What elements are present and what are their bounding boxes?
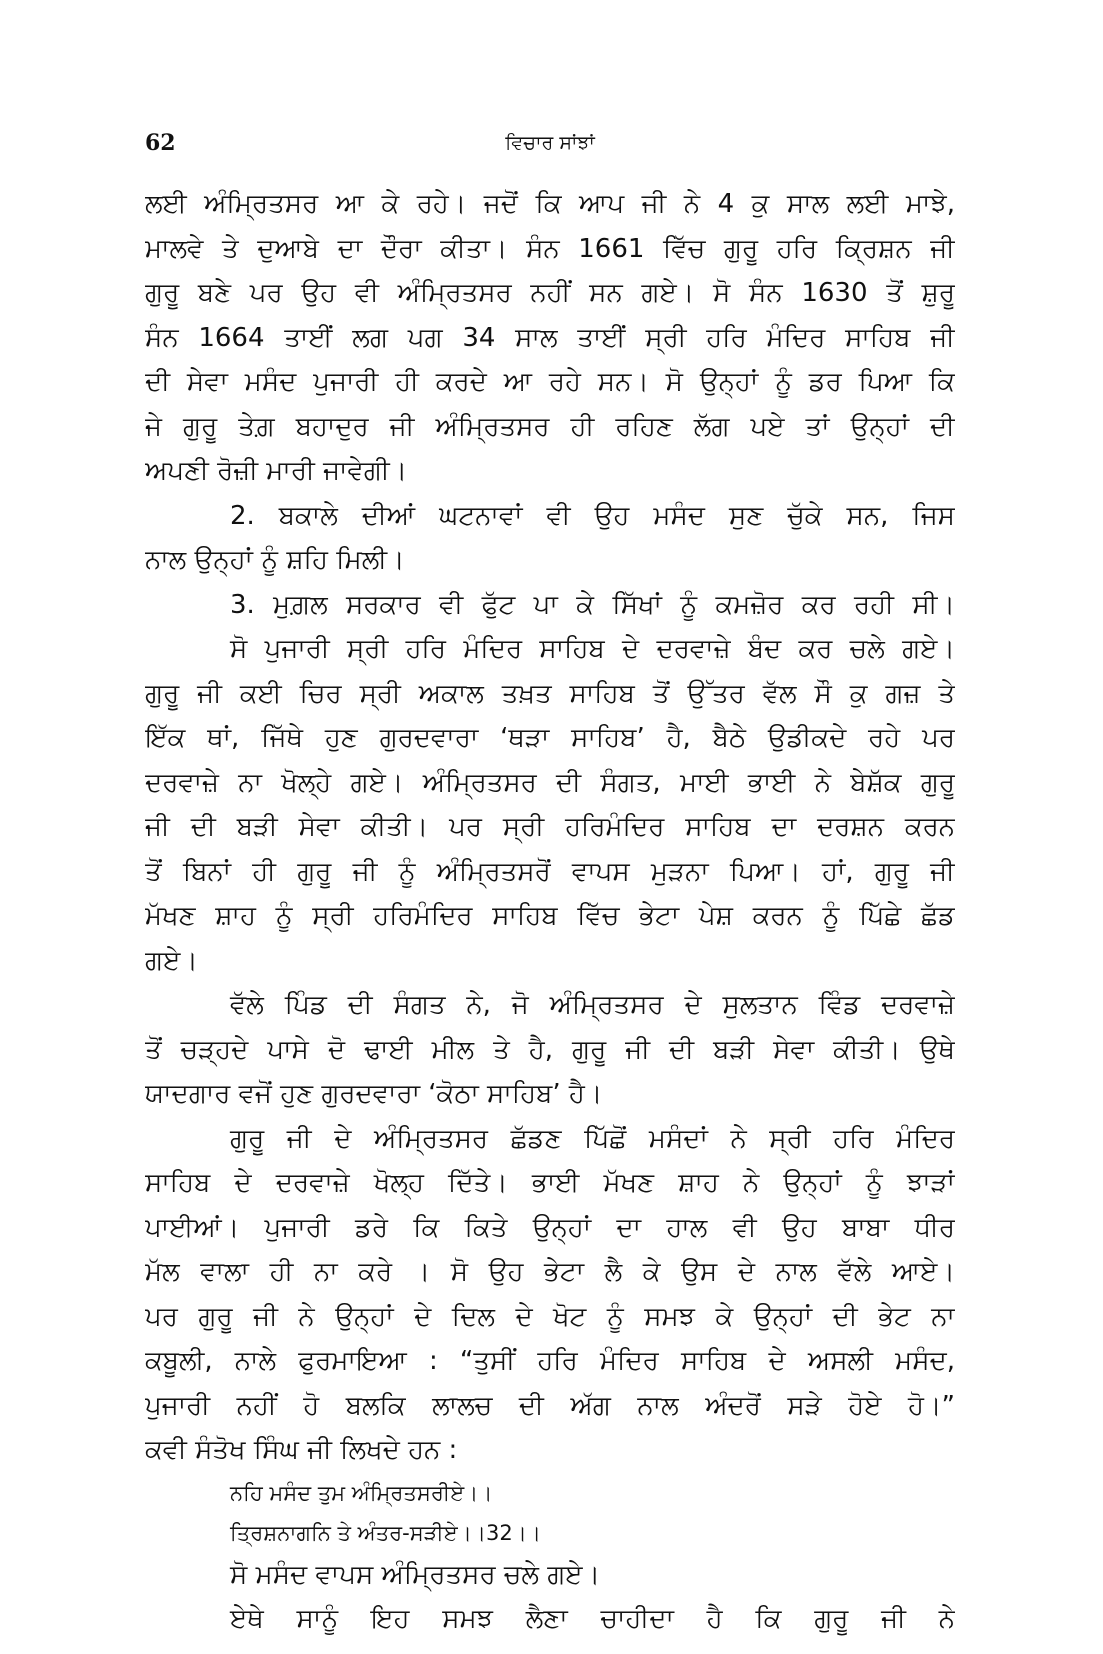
- text-line: ਇੱਕ ਥਾਂ, ਜਿੱਥੇ ਹੁਣ ਗੁਰਦਵਾਰਾ ‘ਥੜਾ ਸਾਹਿਬ’ ਹੈ, ਬੈਠੇ ਉਡੀਕਦੇ ਰਹੇ ਪਰ: [145, 723, 955, 753]
- text-line: ਮੱਖਣ ਸ਼ਾਹ ਨੂੰ ਸ੍ਰੀ ਹਰਿਮੰਦਿਰ ਸਾਹਿਬ ਵਿੱਚ ਭੇਟਾ ਪੇਸ਼ ਕਰਨ ਨੂੰ ਪਿੱਛੇ ਛੱਡ: [145, 901, 955, 931]
- text-line: ਦਰਵਾਜ਼ੇ ਨਾ ਖੋਲ੍ਹੇ ਗਏ। ਅੰਮ੍ਰਿਤਸਰ ਦੀ ਸੰਗਤ, ਮਾਈ ਭਾਈ ਨੇ ਬੇਸ਼ੱਕ ਗੁਰੂ: [145, 767, 955, 798]
- text-line: ਜੀ ਦੀ ਬੜੀ ਸੇਵਾ ਕੀਤੀ। ਪਰ ਸ੍ਰੀ ਹਰਿਮੰਦਿਰ ਸਾਹਿਬ ਦਾ ਦਰਸ਼ਨ ਕਰਨ: [145, 812, 955, 842]
- text-line: ਗੁਰੂ ਜੀ ਦੇ ਅੰਮ੍ਰਿਤਸਰ ਛੱਡਣ ਪਿੱਛੋਂ ਮਸੰਦਾਂ ਨੇ ਸ੍ਰੀ ਹਰਿ ਮੰਦਿਰ: [230, 1123, 955, 1154]
- text-line: ਕਬੂਲੀ, ਨਾਲੇ ਫੁਰਮਾਇਆ : “ਤੁਸੀਂ ਹਰਿ ਮੰਦਿਰ ਸਾਹਿਬ ਦੇ ਅਸਲੀ ਮਸੰਦ,: [145, 1346, 955, 1376]
- text-line: ਵੱਲੇ ਪਿੰਡ ਦੀ ਸੰਗਤ ਨੇ, ਜੋ ਅੰਮ੍ਰਿਤਸਰ ਦੇ ਸੁਲਤਾਨ ਵਿੰਡ ਦਰਵਾਜ਼ੇ: [230, 990, 955, 1020]
- text-line: ਸਾਹਿਬ ਦੇ ਦਰਵਾਜ਼ੇ ਖੋਲ੍ਹ ਦਿੱਤੇ। ਭਾਈ ਮੱਖਣ ਸ਼ਾਹ ਨੇ ਉਨ੍ਹਾਂ ਨੂੰ ਝਾੜਾਂ: [145, 1168, 955, 1198]
- text-line: ਮਾਲਵੇ ਤੇ ਦੁਆਬੇ ਦਾ ਦੌਰਾ ਕੀਤਾ। ਸੰਨ 1661 ਵਿੱਚ ਗੁਰੂ ਹਰਿ ਕ੍ਰਿਸ਼ਨ ਜੀ: [145, 233, 955, 264]
- text-line: ਅਪਣੀ ਰੋਜ਼ੀ ਮਾਰੀ ਜਾਵੇਗੀ।: [145, 456, 408, 486]
- text-line: 3. ਮੁਗ਼ਲ ਸਰਕਾਰ ਵੀ ਫੁੱਟ ਪਾ ਕੇ ਸਿੱਖਾਂ ਨੂੰ ਕਮਜ਼ੋਰ ਕਰ ਰਹੀ ਸੀ।: [230, 589, 955, 620]
- text-line: ਪਾਈਆਂ। ਪੁਜਾਰੀ ਡਰੇ ਕਿ ਕਿਤੇ ਉਨ੍ਹਾਂ ਦਾ ਹਾਲ ਵੀ ਉਹ ਬਾਬਾ ਧੀਰ: [145, 1212, 955, 1243]
- text-line: ਏਥੇ ਸਾਨੂੰ ਇਹ ਸਮਝ ਲੈਣਾ ਚਾਹੀਦਾ ਹੈ ਕਿ ਗੁਰੂ ਜੀ ਨੇ: [230, 1604, 955, 1634]
- text-line: ਗੁਰੂ ਬਣੇ ਪਰ ਉਹ ਵੀ ਅੰਮ੍ਰਿਤਸਰ ਨਹੀਂ ਸਨ ਗਏ। ਸੋ ਸੰਨ 1630 ਤੋਂ ਸ਼ੁਰੂ: [145, 278, 955, 308]
- text-line: ਯਾਦਗਾਰ ਵਜੋਂ ਹੁਣ ਗੁਰਦਵਾਰਾ ‘ਕੋਠਾ ਸਾਹਿਬ’ ਹੈ।: [145, 1079, 603, 1109]
- text-line: ਜੇ ਗੁਰੂ ਤੇਗ਼ ਬਹਾਦੁਰ ਜੀ ਅੰਮ੍ਰਿਤਸਰ ਹੀ ਰਹਿਣ ਲੱਗ ਪਏ ਤਾਂ ਉਨ੍ਹਾਂ ਦੀ: [145, 411, 955, 442]
- text-line: ਸੋ ਮਸੰਦ ਵਾਪਸ ਅੰਮ੍ਰਿਤਸਰ ਚਲੇ ਗਏ।: [230, 1559, 601, 1590]
- text-line: ਮੱਲ ਵਾਲਾ ਹੀ ਨਾ ਕਰੇ । ਸੋ ਉਹ ਭੇਟਾ ਲੈ ਕੇ ਉਸ ਦੇ ਨਾਲ ਵੱਲੇ ਆਏ।: [145, 1257, 955, 1287]
- text-line: ਪਰ ਗੁਰੂ ਜੀ ਨੇ ਉਨ੍ਹਾਂ ਦੇ ਦਿਲ ਦੇ ਖੋਟ ਨੂੰ ਸਮਝ ਕੇ ਉਨ੍ਹਾਂ ਦੀ ਭੇਟ ਨਾ: [145, 1301, 955, 1332]
- text-line: ਨਾਲ ਉਨ੍ਹਾਂ ਨੂੰ ਸ਼ਹਿ ਮਿਲੀ।: [145, 545, 405, 575]
- text-line: ਪੁਜਾਰੀ ਨਹੀਂ ਹੋ ਬਲਕਿ ਲਾਲਚ ਦੀ ਅੱਗ ਨਾਲ ਅੰਦਰੋਂ ਸੜੇ ਹੋਏ ਹੋ।”: [145, 1390, 955, 1421]
- text-line: ਲਈ ਅੰਮ੍ਰਿਤਸਰ ਆ ਕੇ ਰਹੇ। ਜਦੋਂ ਕਿ ਆਪ ਜੀ ਨੇ 4 ਕੁ ਸਾਲ ਲਈ ਮਾਝੇ,: [145, 189, 955, 219]
- text-line: ਗੁਰੂ ਜੀ ਕਈ ਚਿਰ ਸ੍ਰੀ ਅਕਾਲ ਤਖ਼ਤ ਸਾਹਿਬ ਤੋਂ ਉੱਤਰ ਵੱਲ ਸੌ ਕੁ ਗਜ਼ ਤੇ: [145, 678, 955, 709]
- text-line: ਗਏ।: [145, 945, 198, 976]
- page-number: 62: [145, 130, 176, 156]
- text-line: ਤੋਂ ਬਿਨਾਂ ਹੀ ਗੁਰੂ ਜੀ ਨੂੰ ਅੰਮ੍ਰਿਤਸਰੋਂ ਵਾਪਸ ਮੁੜਨਾ ਪਿਆ। ਹਾਂ, ਗੁਰੂ ਜੀ: [145, 856, 955, 887]
- body-text: [145, 182, 955, 1642]
- text-line: ਦੀ ਸੇਵਾ ਮਸੰਦ ਪੁਜਾਰੀ ਹੀ ਕਰਦੇ ਆ ਰਹੇ ਸਨ। ਸੋ ਉਨ੍ਹਾਂ ਨੂੰ ਡਰ ਪਿਆ ਕਿ: [145, 367, 955, 397]
- text-line: ਸੋ ਪੁਜਾਰੀ ਸ੍ਰੀ ਹਰਿ ਮੰਦਿਰ ਸਾਹਿਬ ਦੇ ਦਰਵਾਜ਼ੇ ਬੰਦ ਕਰ ਚਲੇ ਗਏ।: [230, 634, 955, 664]
- text-line: ਕਵੀ ਸੰਤੋਖ ਸਿੰਘ ਜੀ ਲਿਖਦੇ ਹਨ :: [145, 1435, 458, 1465]
- text-line: ਤੋਂ ਚੜ੍ਹਦੇ ਪਾਸੇ ਦੋ ਢਾਈ ਮੀਲ ਤੇ ਹੈ, ਗੁਰੂ ਜੀ ਦੀ ਬੜੀ ਸੇਵਾ ਕੀਤੀ। ਉਥੇ: [145, 1034, 955, 1065]
- text-line: 2. ਬਕਾਲੇ ਦੀਆਂ ਘਟਨਾਵਾਂ ਵੀ ਉਹ ਮਸੰਦ ਸੁਣ ਚੁੱਕੇ ਸਨ, ਜਿਸ: [230, 500, 955, 531]
- running-title: ਵਿਚਾਰ ਸਾਂਝਾਂ: [505, 132, 595, 154]
- page-header: [145, 130, 955, 170]
- verse-line: ਤ੍ਰਿਸ਼ਨਾਗਨਿ ਤੇ ਅੰਤਰ-ਸੜੀਏ।।32।।: [230, 1520, 542, 1545]
- text-line: ਸੰਨ 1664 ਤਾਈਂ ਲਗ ਪਗ 34 ਸਾਲ ਤਾਈਂ ਸ੍ਰੀ ਹਰਿ ਮੰਦਿਰ ਸਾਹਿਬ ਜੀ: [145, 322, 955, 353]
- verse-line: ਨਹਿ ਮਸੰਦ ਤੁਮ ਅੰਮ੍ਰਿਤਸਰੀਏ।।: [230, 1480, 493, 1505]
